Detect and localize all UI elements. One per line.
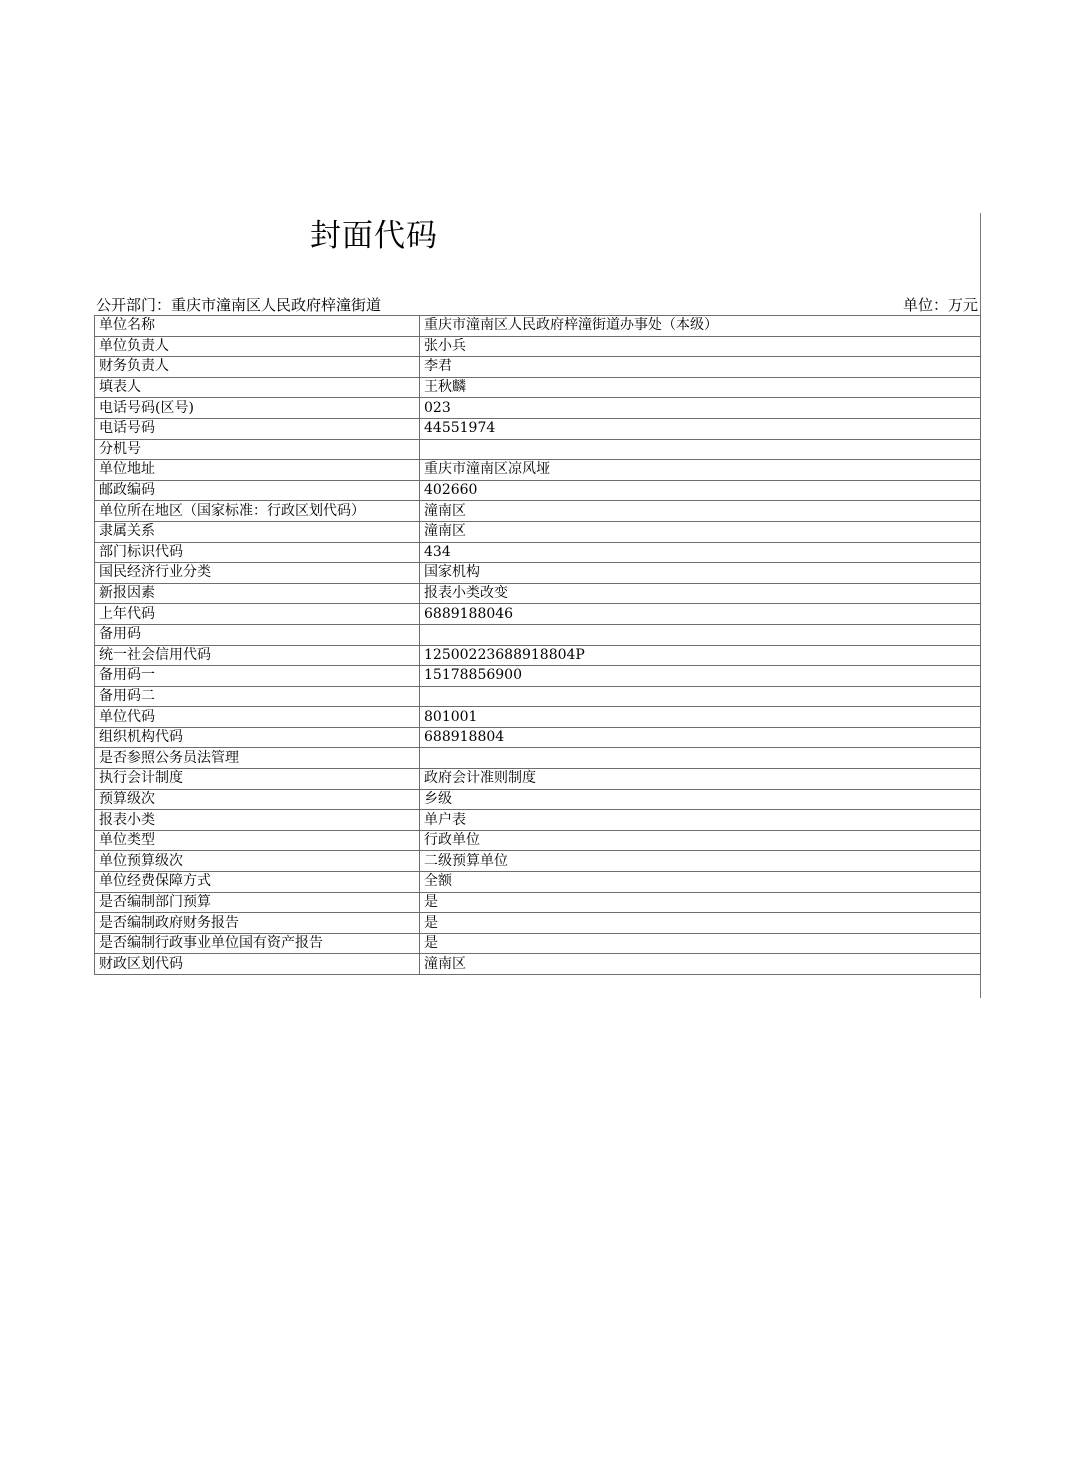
table-row xyxy=(95,583,981,604)
field-label: 备用码二 xyxy=(95,686,420,707)
table-row xyxy=(95,624,981,645)
table-row xyxy=(95,418,981,439)
field-value: 单户表 xyxy=(420,810,981,831)
unit-label: 单位：万元 xyxy=(902,296,978,314)
field-value: 12500223688918804P xyxy=(420,645,981,666)
table-row xyxy=(95,748,981,769)
field-value: 023 xyxy=(420,398,981,419)
table-row xyxy=(95,830,981,851)
field-label: 是否编制行政事业单位国有资产报告 xyxy=(95,933,420,954)
table-row xyxy=(95,357,981,378)
table-row xyxy=(95,604,981,625)
field-value: 重庆市潼南区人民政府梓潼街道办事处（本级） xyxy=(420,316,981,337)
field-value: 报表小类改变 xyxy=(420,583,981,604)
field-value: 国家机构 xyxy=(420,563,981,584)
field-value: 二级预算单位 xyxy=(420,851,981,872)
table-row xyxy=(95,377,981,398)
field-value: 801001 xyxy=(420,707,981,728)
field-value: 行政单位 xyxy=(420,830,981,851)
report-header xyxy=(96,294,978,316)
field-label: 单位负责人 xyxy=(95,336,420,357)
table-row xyxy=(95,542,981,563)
field-label: 单位所在地区（国家标准：行政区划代码） xyxy=(95,501,420,522)
table-row xyxy=(95,872,981,893)
department-label: 公开部门：重庆市潼南区人民政府梓潼街道 xyxy=(96,296,382,314)
field-label: 新报因素 xyxy=(95,583,420,604)
field-label: 电话号码(区号) xyxy=(95,398,420,419)
field-value: 张小兵 xyxy=(420,336,981,357)
field-label: 电话号码 xyxy=(95,418,420,439)
field-label: 备用码 xyxy=(95,624,420,645)
field-label: 是否编制政府财务报告 xyxy=(95,913,420,934)
field-value xyxy=(420,686,981,707)
field-value: 是 xyxy=(420,913,981,934)
field-label: 单位类型 xyxy=(95,830,420,851)
field-value: 李君 xyxy=(420,357,981,378)
field-value: 乡级 xyxy=(420,789,981,810)
field-value: 潼南区 xyxy=(420,501,981,522)
field-value: 688918804 xyxy=(420,727,981,748)
table-row xyxy=(95,933,981,954)
field-label: 上年代码 xyxy=(95,604,420,625)
field-label: 填表人 xyxy=(95,377,420,398)
table-row xyxy=(95,439,981,460)
table-row xyxy=(95,789,981,810)
field-label: 财务负责人 xyxy=(95,357,420,378)
field-label: 财政区划代码 xyxy=(95,954,420,975)
table-row xyxy=(95,480,981,501)
field-value: 潼南区 xyxy=(420,954,981,975)
field-label: 统一社会信用代码 xyxy=(95,645,420,666)
field-label: 单位经费保障方式 xyxy=(95,872,420,893)
table-row xyxy=(95,563,981,584)
field-value: 15178856900 xyxy=(420,666,981,687)
field-label: 分机号 xyxy=(95,439,420,460)
field-label: 单位预算级次 xyxy=(95,851,420,872)
field-value xyxy=(420,748,981,769)
table-row xyxy=(95,851,981,872)
field-value: 是 xyxy=(420,933,981,954)
field-label: 是否参照公务员法管理 xyxy=(95,748,420,769)
field-label: 执行会计制度 xyxy=(95,769,420,790)
field-value: 44551974 xyxy=(420,418,981,439)
field-label: 邮政编码 xyxy=(95,480,420,501)
field-label: 单位代码 xyxy=(95,707,420,728)
field-value: 王秋麟 xyxy=(420,377,981,398)
field-value: 6889188046 xyxy=(420,604,981,625)
table-row xyxy=(95,769,981,790)
field-value xyxy=(420,624,981,645)
field-value: 434 xyxy=(420,542,981,563)
table-row xyxy=(95,727,981,748)
field-label: 单位名称 xyxy=(95,316,420,337)
field-value xyxy=(420,439,981,460)
field-label: 预算级次 xyxy=(95,789,420,810)
table-row xyxy=(95,686,981,707)
field-label: 备用码一 xyxy=(95,666,420,687)
table-row xyxy=(95,810,981,831)
field-label: 报表小类 xyxy=(95,810,420,831)
field-label: 组织机构代码 xyxy=(95,727,420,748)
page-title: 封面代码 xyxy=(310,218,438,254)
field-label: 单位地址 xyxy=(95,460,420,481)
table-row xyxy=(95,398,981,419)
table-row xyxy=(95,460,981,481)
field-value: 402660 xyxy=(420,480,981,501)
table-row xyxy=(95,521,981,542)
field-label: 是否编制部门预算 xyxy=(95,892,420,913)
field-label: 国民经济行业分类 xyxy=(95,563,420,584)
table-row xyxy=(95,316,981,337)
table-row xyxy=(95,645,981,666)
field-value: 全额 xyxy=(420,872,981,893)
field-value: 政府会计准则制度 xyxy=(420,769,981,790)
field-value: 重庆市潼南区凉风垭 xyxy=(420,460,981,481)
table-row xyxy=(95,892,981,913)
table-row xyxy=(95,666,981,687)
field-value: 是 xyxy=(420,892,981,913)
field-label: 隶属关系 xyxy=(95,521,420,542)
table-row xyxy=(95,707,981,728)
table-row xyxy=(95,501,981,522)
field-label: 部门标识代码 xyxy=(95,542,420,563)
table-row xyxy=(95,336,981,357)
table-row xyxy=(95,913,981,934)
cover-code-table xyxy=(94,315,981,975)
table-row xyxy=(95,954,981,975)
field-value: 潼南区 xyxy=(420,521,981,542)
